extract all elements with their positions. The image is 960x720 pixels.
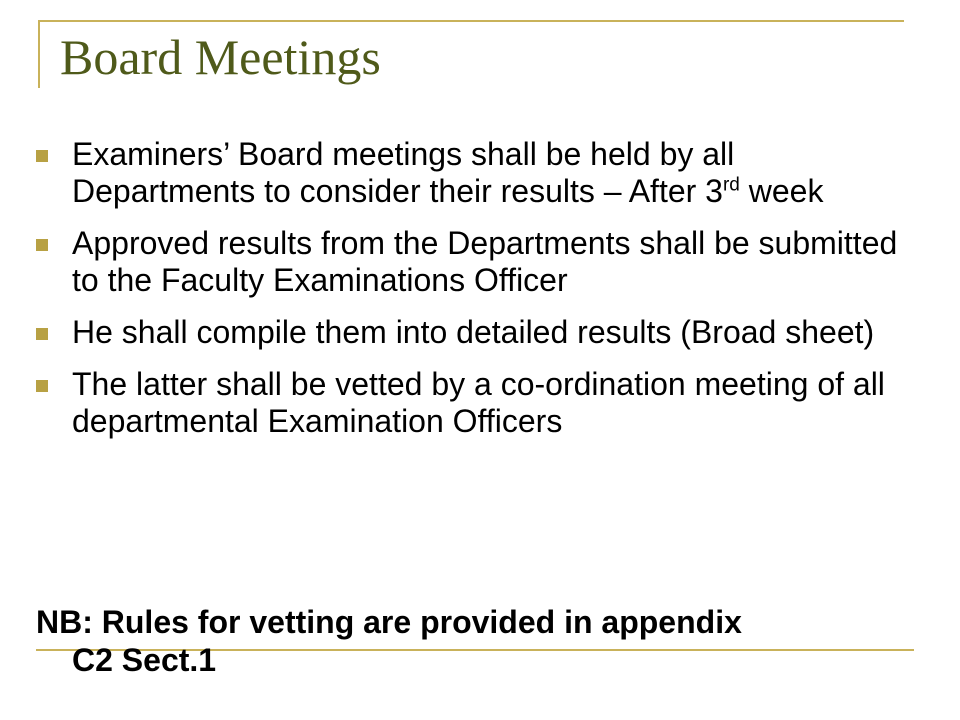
- bullet-item-4: [36, 366, 916, 440]
- note-text: [36, 603, 926, 679]
- square-bullet-icon: [36, 328, 48, 340]
- slide-title: Board Meetings: [60, 29, 381, 85]
- bullet-list: [36, 136, 916, 455]
- square-bullet-icon: [36, 380, 48, 392]
- note-line-2: C2 Sect.1: [72, 642, 217, 678]
- bullet-text-4: The latter shall be vetted by a co-ordination meeting of all departmental Examination Officers: [72, 366, 885, 439]
- bullet-text-2: Approved results from the Departments shall be submitted to the Faculty Examinations Officer: [72, 225, 898, 298]
- top-border-line: [38, 20, 904, 22]
- bullet-item-3: [36, 314, 916, 351]
- bullet-text-1-main: Examiners’ Board meetings shall be held by all Departments to consider their results – After 3: [72, 136, 735, 209]
- bullet-text-1-tail: week: [739, 173, 824, 209]
- bullet-text-3: He shall compile them into detailed results (Broad sheet): [72, 314, 875, 350]
- note-line-1: NB: Rules for vetting are provided in appendix: [36, 604, 742, 640]
- ordinal-superscript: rd: [722, 174, 740, 196]
- square-bullet-icon: [36, 150, 48, 162]
- bullet-item-1: [36, 136, 916, 210]
- bullet-item-2: [36, 225, 916, 299]
- square-bullet-icon: [36, 239, 48, 251]
- left-border-line: [38, 20, 40, 88]
- bullet-text-1: [72, 136, 823, 209]
